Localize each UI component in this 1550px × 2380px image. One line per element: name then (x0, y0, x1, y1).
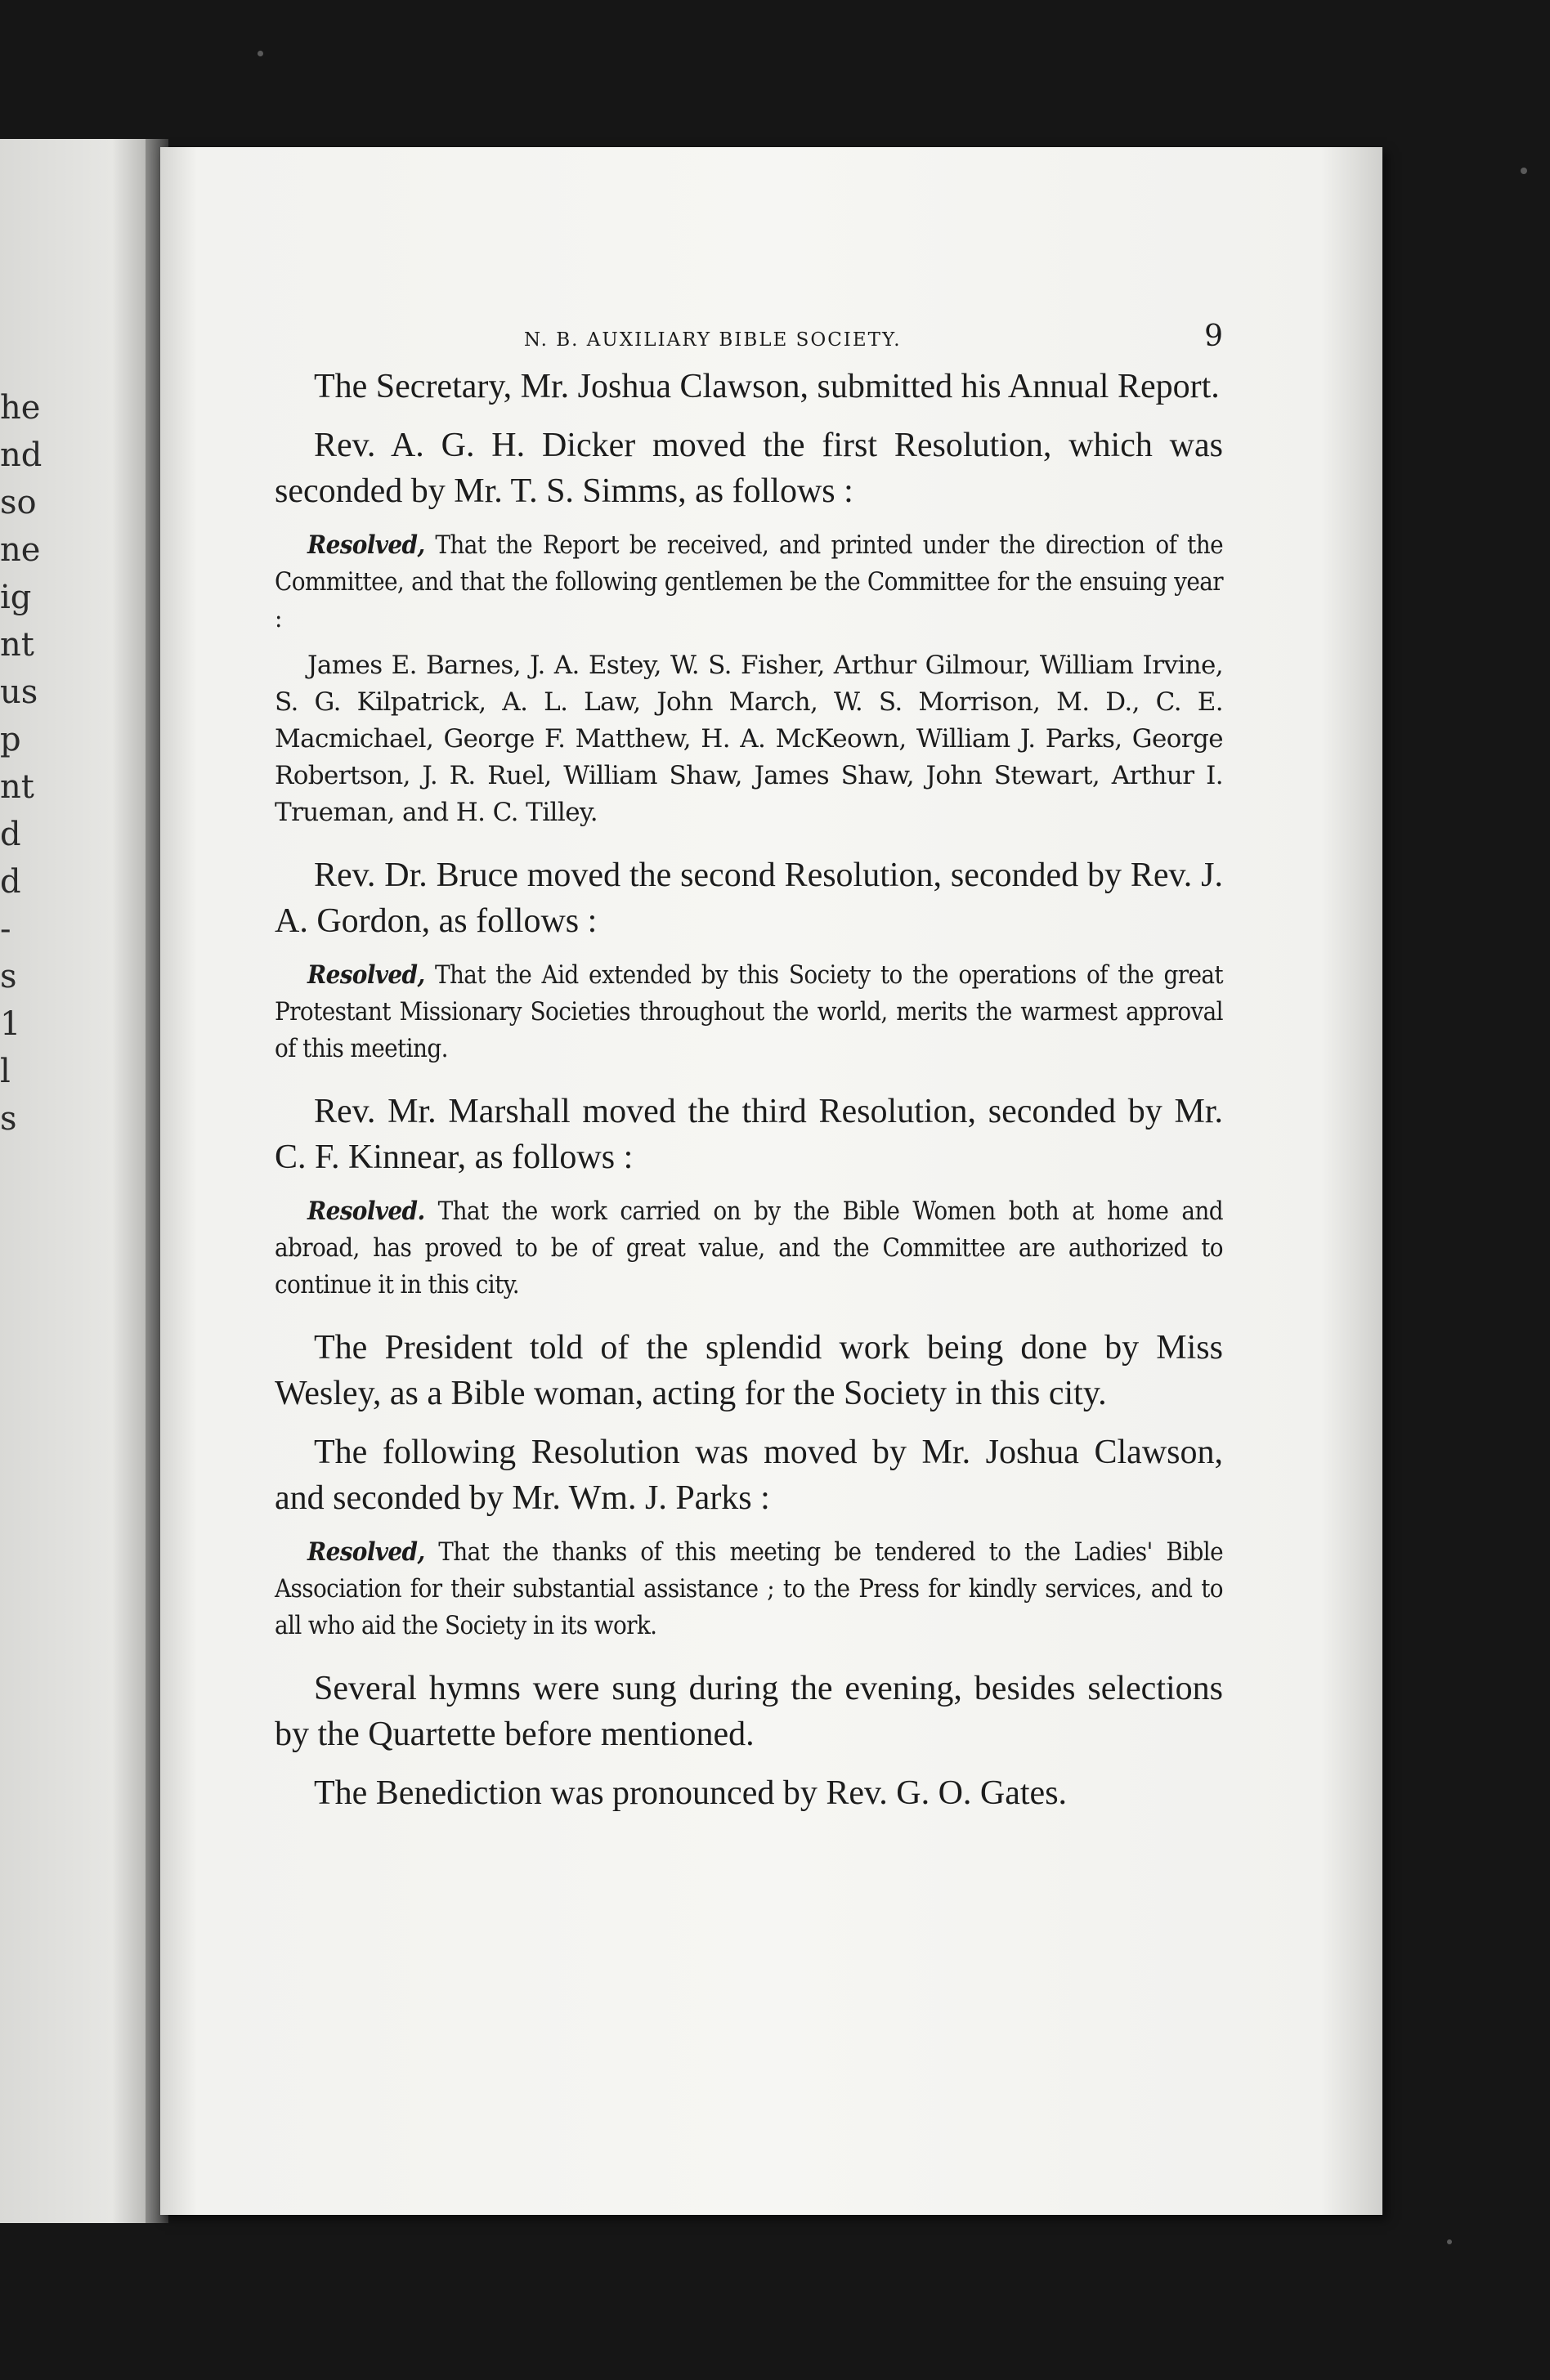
resolution-one (275, 527, 1223, 638)
paragraph-third-resolution-intro: Rev. Mr. Marshall moved the third Resolution, seconded by Mr. C. F. Kinnear, as follows : (275, 1093, 1223, 1176)
left-page-fragment: l (0, 1053, 11, 1090)
left-page-fragment: - (0, 910, 11, 948)
left-page-fragment: 1 (0, 1005, 21, 1043)
left-page-fragment: d (0, 816, 21, 853)
committee-names: James E. Barnes, J. A. Estey, W. S. Fisher, Arthur Gilmour, William Irvine, S. G. Kilpatrick, A. L. Law, John March, W. S. Morrison, M. D., C. E. Macmichael, George F. Matthew, H. A. McKeown, William J. Parks, George Robertson, J. R. Ruel, William Shaw, James Shaw, John Stewart, Arthur I. Trueman, and H. C. Tilley. (275, 651, 1223, 827)
paragraph-secretary-report: The Secretary, Mr. Joshua Clawson, submitted his Annual Report. (314, 368, 1220, 405)
background-speck (1521, 168, 1527, 174)
paragraph-first-resolution-intro: Rev. A. G. H. Dicker moved the first Resolution, which was seconded by Mr. T. S. Simms, as follows : (275, 427, 1223, 510)
left-page-fragment: he (0, 389, 41, 427)
paragraph-second-resolution-intro: Rev. Dr. Bruce moved the second Resolution, seconded by Rev. J. A. Gordon, as follows : (275, 857, 1223, 940)
book-page (160, 147, 1382, 2215)
left-page-fragment: ne (0, 531, 41, 569)
left-page-fragment: ig (0, 579, 32, 616)
left-page-fragment: d (0, 863, 21, 901)
background-speck (258, 51, 263, 56)
resolved-label: Resolved. (307, 1197, 425, 1226)
resolution-three (275, 1193, 1223, 1304)
left-page-fragment: so (0, 484, 37, 521)
left-page-fragment: us (0, 673, 38, 711)
paragraph-president-remarks: The President told of the splendid work being done by Miss Wesley, as a Bible woman, acting for the Society in this city. (275, 1329, 1223, 1412)
running-head (275, 320, 1223, 364)
resolved-label: Resolved, (307, 960, 425, 990)
paragraph-benediction: The Benediction was pronounced by Rev. G. O. Gates. (314, 1774, 1068, 1812)
resolution-one-text: That the Report be received, and printed under the direction of the Committee, and that the following gentlemen be the Committee for the ensuing year : (275, 530, 1223, 633)
resolution-four-text: That the thanks of this meeting be tendered to the Ladies' Bible Association for their substantial assistance ; to the Press for kindly services, and to all who aid the Society in its work. (275, 1537, 1223, 1640)
resolution-two (275, 957, 1223, 1067)
running-head-title: N. B. AUXILIARY BIBLE SOCIETY. (524, 329, 902, 351)
background-speck (1447, 2239, 1452, 2244)
left-page-fragment: s (0, 1100, 17, 1138)
left-page-fragment: nd (0, 436, 43, 474)
resolution-two-text: That the Aid extended by this Society to the operations of the great Protestant Missionary Societies throughout the world, merits the warmest approval of this meeting. (275, 960, 1223, 1063)
paragraph-hymns: Several hymns were sung during the evening, besides selections by the Quartette before mentioned. (275, 1670, 1223, 1753)
page-content (275, 320, 1223, 1829)
resolution-four (275, 1534, 1223, 1644)
left-page-fragment: nt (0, 626, 34, 664)
left-page-text-fragments (0, 384, 49, 1143)
left-page-fragment: s (0, 958, 17, 995)
paragraph-fourth-resolution-intro: The following Resolution was moved by Mr. Joshua Clawson, and seconded by Mr. Wm. J. Parks : (275, 1434, 1223, 1517)
resolution-three-text: That the work carried on by the Bible Women both at home and abroad, has proved to be of great value, and the Committee are authorized to continue it in this city. (275, 1197, 1223, 1300)
left-page-fragment: p (0, 721, 21, 758)
resolved-label: Resolved, (307, 530, 425, 560)
resolved-label: Resolved, (307, 1537, 425, 1567)
page-number: 9 (1204, 320, 1223, 353)
left-page-fragment: nt (0, 768, 34, 806)
